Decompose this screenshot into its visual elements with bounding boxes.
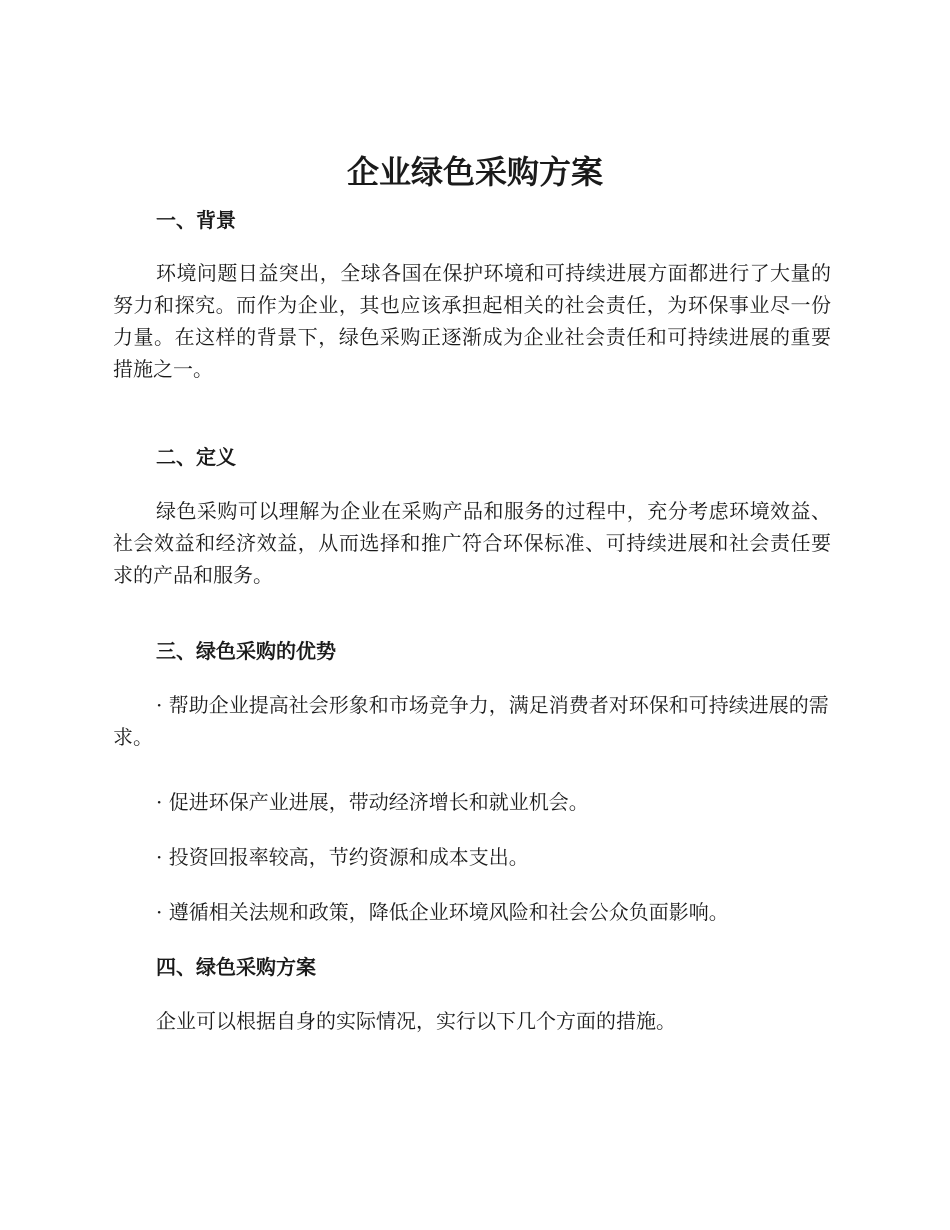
advantage-bullet-item: · 遵循相关法规和政策，降低企业环境风险和社会公众负面影响。 [156,900,729,924]
section-heading-definition: 二、定义 [156,445,236,469]
section-paragraph-background: 环境问题日益突出，全球各国在保护环境和可持续进展方面都进行了大量的努力和探究。而作为企业，其也应该承担起相关的社会责任，为环保事业尽一份力量。在这样的背景下，绿色采购正逐渐成为企业社会责任和可持续进展的重要措施之一。 [113,261,831,381]
advantage-bullet-item: · 促进环保产业进展，带动经济增长和就业机会。 [156,790,589,814]
section-paragraph-definition: 绿色采购可以理解为企业在采购产品和服务的过程中，充分考虑环境效益、社会效益和经济效益，从而选择和推广符合环保标准、可持续进展和社会责任要求的产品和服务。 [113,499,831,587]
section-paragraph-plan: 企业可以根据自身的实际情况，实行以下几个方面的措施。 [156,1009,676,1033]
advantage-bullet-item: · 帮助企业提高社会形象和市场竞争力，满足消费者对环保和可持续进展的需求。 [113,693,829,749]
advantage-bullet-item: · 投资回报率较高，节约资源和成本支出。 [156,845,529,869]
document-title: 企业绿色采购方案 [346,153,603,191]
section-heading-advantages: 三、绿色采购的优势 [156,639,336,663]
section-heading-plan: 四、绿色采购方案 [156,955,316,979]
section-heading-background: 一、背景 [156,208,236,232]
